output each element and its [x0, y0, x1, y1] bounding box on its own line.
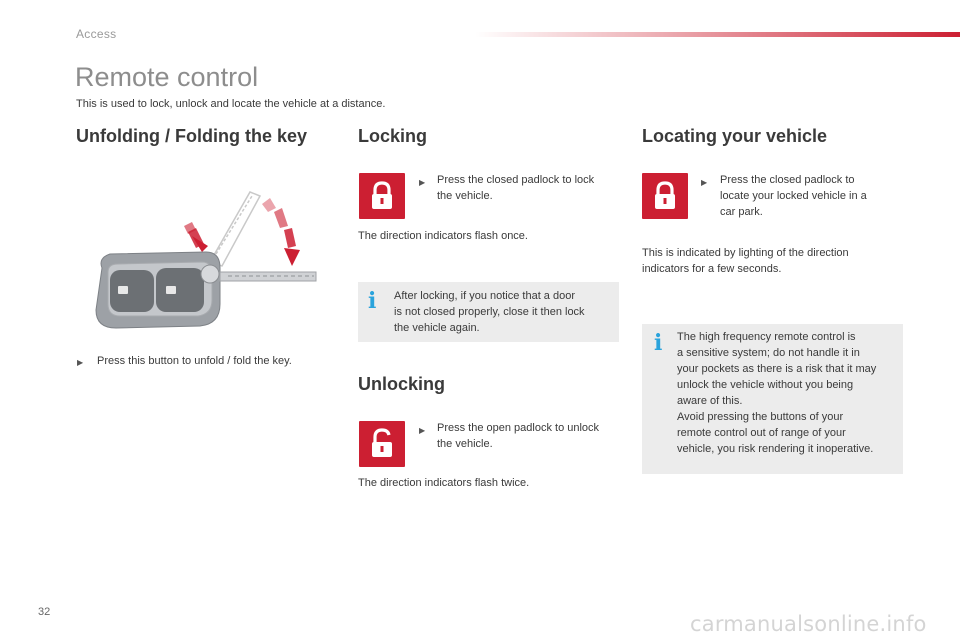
- locating-info-box: [642, 324, 903, 474]
- locating-heading: Locating your vehicle: [642, 126, 828, 146]
- key-blade-folded-outline: [210, 192, 260, 266]
- bullet-arrow-icon: ▶: [701, 178, 708, 187]
- key-blade-extended: [220, 272, 316, 281]
- unlocking-result: The direction indicators flash twice.: [358, 477, 530, 489]
- bullet-arrow-icon: ▶: [419, 426, 426, 435]
- page-subtitle: This is used to lock, unlock and locate the vehicle at a distance.: [76, 98, 386, 110]
- closed-padlock-icon: [359, 173, 405, 219]
- header-accent-bar: [475, 32, 960, 37]
- locating-info-text: The high frequency remote control is a sensitive system; do not handle it in your pockets as there is a risk that it may unlock the vehicle without you being aware of this. Avoid pressing the buttons of your remote control out of range of your vehicle, you risk rendering it inoperative.: [677, 331, 877, 455]
- page-title: Remote control: [75, 62, 259, 92]
- bullet-arrow-icon: ▶: [419, 178, 426, 187]
- open-padlock-icon: [359, 421, 405, 467]
- bullet-arrow-icon: ▶: [77, 358, 84, 367]
- locking-step: Press the closed padlock to lock the vehicle.: [437, 174, 595, 202]
- watermark: carmanualsonline.info: [690, 612, 927, 636]
- unfold-arrow-icon: [184, 222, 208, 252]
- info-icon: i: [368, 288, 377, 314]
- unlocking-step: Press the open padlock to unlock the vehicle.: [437, 422, 600, 450]
- locating-step: Press the closed padlock to locate your locked vehicle in a car park.: [720, 174, 867, 218]
- locking-info-box: [358, 282, 619, 342]
- unlocking-heading: Unlocking: [358, 374, 446, 394]
- unfold-step: Press this button to unfold / fold the key.: [97, 355, 292, 367]
- page-number: 32: [38, 606, 51, 618]
- section-tag: Access: [76, 27, 117, 41]
- unfolding-heading: Unfolding / Folding the key: [76, 126, 307, 146]
- locking-info-text: After locking, if you notice that a door is not closed properly, close it then lock the vehicle again.: [394, 290, 585, 334]
- fold-arrow-icon: [262, 198, 300, 266]
- locking-result: The direction indicators flash once.: [358, 230, 528, 242]
- info-icon: i: [654, 330, 663, 356]
- fold-release-button: [201, 265, 219, 283]
- locking-heading: Locking: [358, 126, 428, 146]
- key-illustration: [88, 178, 328, 338]
- fob-unlock-button: [156, 268, 204, 312]
- closed-padlock-icon: [642, 173, 688, 219]
- fob-lock-button: [110, 270, 154, 312]
- locating-result: This is indicated by lighting of the direction indicators for a few seconds.: [642, 247, 849, 275]
